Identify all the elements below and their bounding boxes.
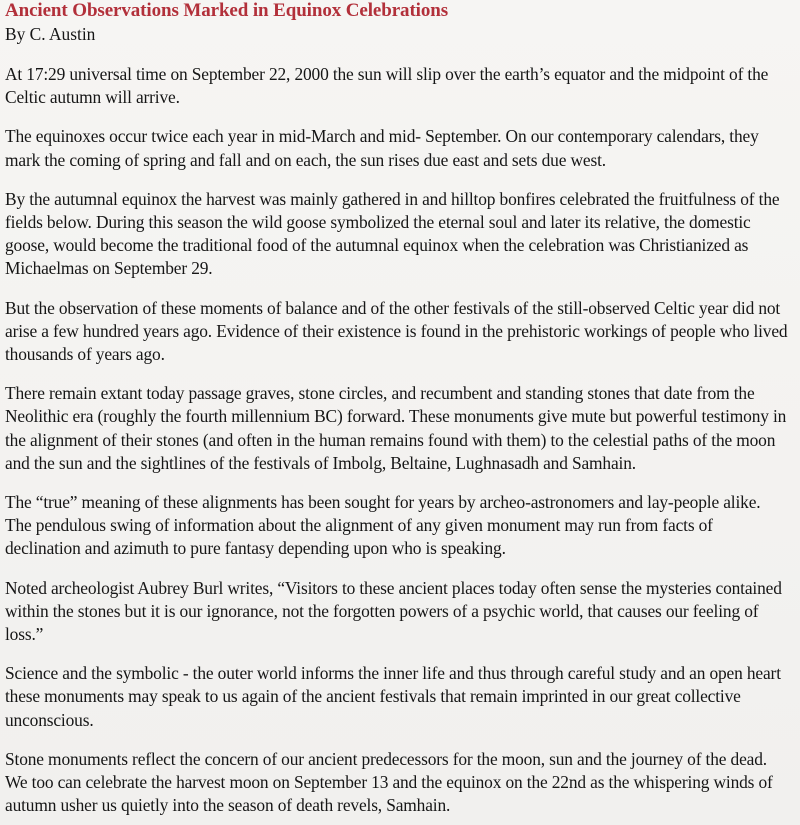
- article-paragraph-9: Stone monuments reflect the concern of our ancient predecessors for the moon, sun and the journey of the dead. We too can celebrate the harvest moon on September 13 and the equinox on the 22nd as the whispering winds of autumn usher us quietly into the season of death revels, Samhain.: [5, 748, 773, 816]
- article-paragraph-4: But the observation of these moments of balance and of the other festivals of the still-observed Celtic year did not arise a few hundred years ago. Evidence of their existence is found in the prehistoric workings of people who lived thousands of years ago.: [5, 297, 788, 365]
- article-paragraph-3: By the autumnal equinox the harvest was mainly gathered in and hilltop bonfires celebrated the fruitfulness of the fields below. During this season the wild goose symbolized the eternal soul and later its relative, the domestic goose, would become the traditional food of the autumnal equinox when the celebration was Christianized as Michaelmas on September 29.: [5, 188, 780, 279]
- article-title: Ancient Observations Marked in Equinox Celebrations: [5, 0, 449, 21]
- article-paragraph-6: The “true” meaning of these alignments has been sought for years by archeo-astronomers and lay-people alike. The pendulous swing of information about the alignment of any given monument may run from facts of declination and azimuth to pure fantasy depending upon who is speaking.: [5, 492, 761, 559]
- article-paragraph-8: Science and the symbolic - the outer world informs the inner life and thus through careful study and an open heart these monuments may speak to us again of the ancient festivals that remain imprinted in our great collective unconscious.: [5, 663, 781, 730]
- article-byline: By C. Austin: [5, 24, 96, 44]
- article-paragraph-2: The equinoxes occur twice each year in mid-March and mid- September. On our contemporary calendars, they mark the coming of spring and fall and on each, the sun rises due east and sets due west.: [5, 126, 759, 170]
- article-paragraph-5: There remain extant today passage graves, stone circles, and recumbent and standing stones that date from the Neolithic era (roughly the fourth millennium BC) forward. These monuments give mute but powerful testimony in the alignment of their stones (and often in the human remains found with them) to the celestial paths of the moon and the sun and the sightlines of the festivals of Imbolg, Beltaine, Lughnasadh and Samhain.: [5, 383, 787, 473]
- article-paragraph-7: Noted archeologist Aubrey Burl writes, “Visitors to these ancient places today often sense the mysteries contained within the stones but it is our ignorance, not the forgotten powers of a psychic world, that causes our feeling of loss.”: [5, 577, 782, 645]
- article-paragraph-1: At 17:29 universal time on September 22, 2000 the sun will slip over the earth’s equator and the midpoint of the Celtic autumn will arrive.: [5, 64, 769, 108]
